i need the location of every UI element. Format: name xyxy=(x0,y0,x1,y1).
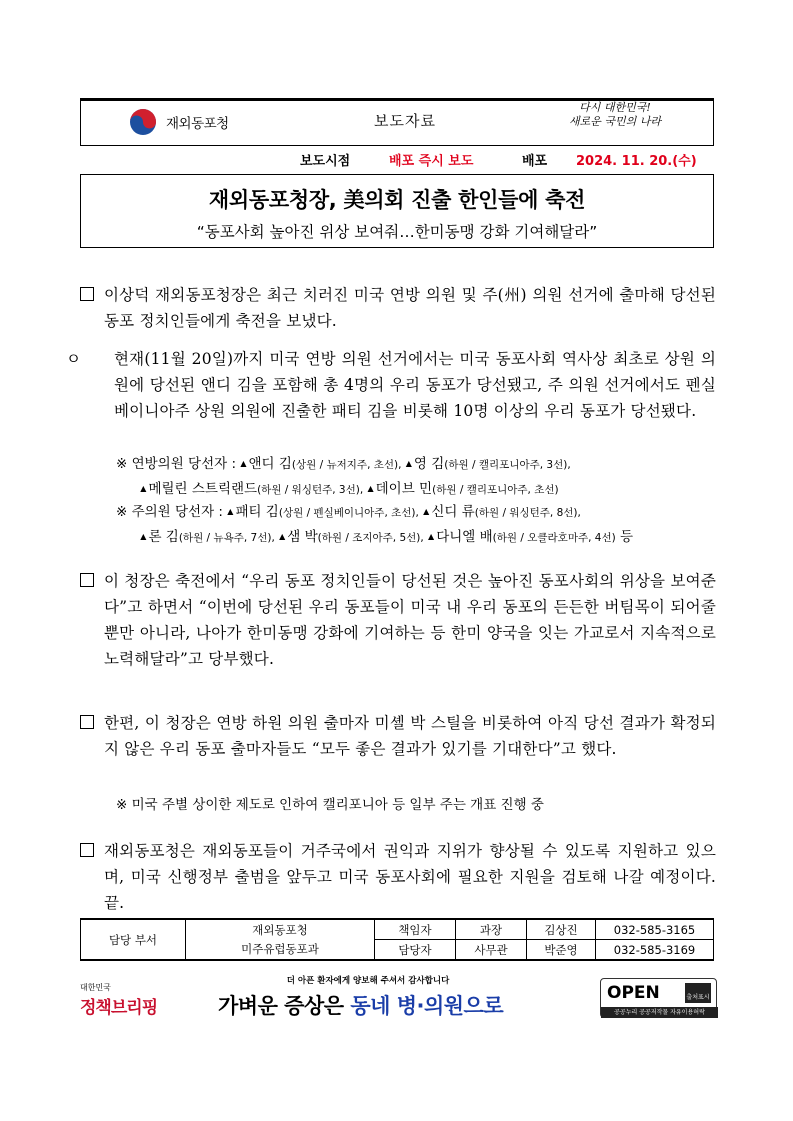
paragraph-1-text: 이상덕 재외동포청장은 최근 치러진 미국 연방 의원 및 주(州) 의원 선거에 출마해 당선된 동포 정치인들에게 축전을 보냈다. xyxy=(104,286,716,330)
org-logo xyxy=(128,104,268,140)
winner-item: ▲ 메릴린 스트릭랜드(하원 / 워싱턴주, 3선), xyxy=(140,481,364,497)
contact-phone: 032-585-3165 xyxy=(596,919,714,940)
winner-item: ▲ 샘 박(하원 / 조지아주, 5선), xyxy=(279,529,424,545)
slogan xyxy=(555,101,675,129)
subheadline: “동포사회 높아진 위상 보여줘…한미동맹 강화 기여해달라” xyxy=(196,223,598,241)
note-1-label: ※ 연방의원 당선자 : xyxy=(116,456,237,472)
paragraph-3-text: 한편, 이 청장은 연방 하원 의원 출마자 미셸 박 스틸을 비롯하여 아직 당선 결과가 확정되지 않은 우리 동포 출마자들도 “모두 좋은 결과가 있기를 기대한다”고 했다. xyxy=(104,714,716,758)
release-label: 보도시점 xyxy=(300,154,351,169)
contact-role: 책임자 xyxy=(375,919,456,940)
org-name: 재외동포청 xyxy=(166,116,229,132)
kogl-open-badge xyxy=(600,978,717,1018)
federal-winners-note xyxy=(116,452,716,502)
distribution-date: 2024. 11. 20.(수) xyxy=(576,154,697,169)
taeguk-emblem-icon xyxy=(128,107,158,137)
open-footer-text: 공공누리 공공저작물 자유이용허락 xyxy=(601,1007,718,1018)
checkbox-bullet-icon xyxy=(80,287,94,301)
contact-name: 박준영 xyxy=(527,940,596,961)
dept-name: 재외동포청 xyxy=(186,919,375,940)
dept-division: 미주유럽동포과 xyxy=(186,940,375,961)
headline: 재외동포청장, 美의회 진출 한인들에 축전 xyxy=(208,188,586,212)
paragraph-2 xyxy=(80,568,716,672)
winner-item: ▲ 데이브 민(하원 / 캘리포니아주, 초선) xyxy=(367,481,559,497)
campaign-banner xyxy=(218,974,588,1020)
contact-role: 담당자 xyxy=(375,940,456,961)
contact-title: 과장 xyxy=(456,919,527,940)
contact-phone: 032-585-3169 xyxy=(596,940,714,961)
paragraph-2-text: 이 청장은 축전에서 “우리 동포 정치인들이 당선된 것은 높아진 동포사회의 위상을 보여준다”고 하면서 “이번에 당선된 우리 동포들이 미국 내 우리 동포의 든든한 버팀목이 되어줄 뿐만 아니라, 나아가 한미동맹 강화에 기여하는 등 한미 양국을 잇는 가교로서 지속적으로 노력해달라”고 당부했다. xyxy=(104,572,716,668)
circle-bullet: ㅇ xyxy=(66,350,82,368)
open-label: OPEN xyxy=(607,983,660,1003)
distribution-label: 배포 xyxy=(522,154,548,169)
slogan-line-1: 다시 대한민국! xyxy=(579,101,651,114)
winner-item: ▲ 패티 김(상원 / 펜실베이니아주, 초선), xyxy=(227,504,419,520)
checkbox-bullet-icon xyxy=(80,573,94,587)
banner-top-text: 더 아픈 환자에게 양보해 주셔서 감사합니다 xyxy=(286,976,450,986)
slogan-line-2: 새로운 국민의 나라 xyxy=(568,115,661,128)
release-value: 배포 즉시 보도 xyxy=(389,154,474,169)
attribution-icon: 출처표시 xyxy=(685,983,711,1003)
winner-item: ▲ 다니엘 배(하원 / 오클라호마주, 4선) xyxy=(428,529,616,545)
checkbox-bullet-icon xyxy=(80,843,94,857)
contact-table xyxy=(80,918,714,961)
dept-label: 담당 부서 xyxy=(81,919,186,960)
paragraph-1 xyxy=(80,282,716,334)
paragraph-1-sub-text: 현재(11월 20일)까지 미국 연방 의원 선거에서는 미국 동포사회 역사상 최초로 상원 의원에 당선된 앤디 김을 포함해 총 4명의 우리 동포가 당선됐고, 주 의원 선거에서도 펜실베이니아주 상원 의원에 진출한 패티 김을 비롯해 10명 이상의 우리 동포가 당선됐다. xyxy=(114,350,716,420)
winner-item: ▲ 론 김(하원 / 뉴욕주, 7선), xyxy=(140,529,275,545)
banner-main-text: 가벼운 증상은 동네 병·의원으로 xyxy=(218,994,504,1018)
counting-note: ※ 미국 주별 상이한 제도로 인하여 캘리포니아 등 일부 주는 개표 진행 중 xyxy=(116,797,544,813)
winner-item: ▲ 앤디 김(상원 / 뉴저지주, 초선), xyxy=(240,456,402,472)
contact-name: 김상진 xyxy=(527,919,596,940)
winner-item: ▲ 신디 류(하원 / 워싱턴주, 8선), xyxy=(423,504,581,520)
paragraph-3 xyxy=(80,710,716,762)
paragraph-4 xyxy=(80,838,716,916)
note-2-label: ※ 주의원 당선자 : xyxy=(116,504,223,520)
doc-type-title: 보도자료 xyxy=(374,112,436,130)
paragraph-4-text: 재외동포청은 재외동포들이 거주국에서 권익과 지위가 향상될 수 있도록 지원하고 있으며, 미국 신행정부 출범을 앞두고 미국 동포사회에 필요한 지원을 검토해 나갈 예정이다. 끝. xyxy=(104,842,716,912)
state-winners-note xyxy=(116,500,720,550)
note-2-tail: 등 xyxy=(620,529,634,545)
contact-title: 사무관 xyxy=(456,940,527,961)
paragraph-1-sub xyxy=(66,346,716,424)
policy-briefing-logo: 대한민국 정책브리핑 xyxy=(80,983,158,1018)
winner-item: ▲ 영 김(하원 / 캘리포니아주, 3선), xyxy=(405,456,571,472)
checkbox-bullet-icon xyxy=(80,715,94,729)
